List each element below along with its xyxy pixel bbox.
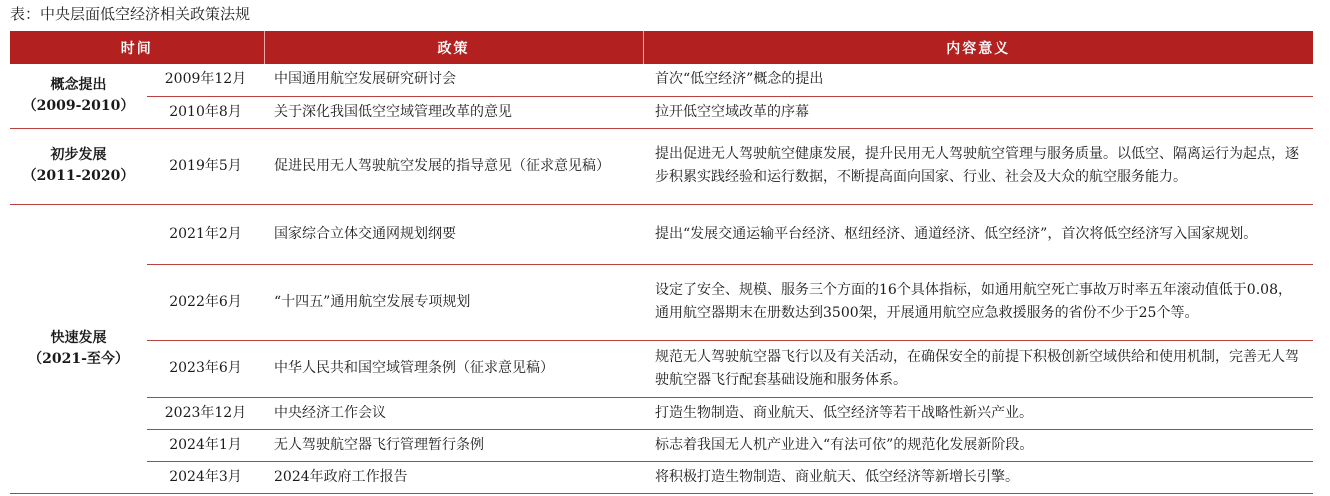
- table-row: [10, 397, 1313, 429]
- policy-cell: “十四五”通用航空发展专项规划: [264, 264, 643, 340]
- time-cell: 2023年12月: [147, 397, 264, 429]
- time-cell: 2009年12月: [147, 64, 264, 96]
- header-policy: 政策: [264, 31, 643, 64]
- time-cell: 2021年2月: [147, 204, 264, 264]
- table-row: [10, 264, 1313, 340]
- meaning-cell: 标志着我国无人机产业进入“有法可依”的规范化发展新阶段。: [643, 429, 1313, 461]
- meaning-cell: 规范无人驾驶航空器飞行以及有关活动，在确保安全的前提下积极创新空域供给和使用机制，完善无人驾驶航空器飞行配套基础设施和服务体系。: [643, 340, 1313, 397]
- stage-cell: [10, 204, 147, 493]
- stage-cell: [10, 128, 147, 204]
- table-row: [10, 64, 1313, 96]
- stage-name: 概念提出: [50, 76, 107, 93]
- meaning-cell: 首次“低空经济”概念的提出: [643, 64, 1313, 96]
- stage-name: 初步发展: [50, 147, 107, 163]
- stage-cell: [10, 64, 147, 128]
- time-cell: 2023年6月: [147, 340, 264, 397]
- stage-period: （2011-2020）: [22, 168, 135, 184]
- time-cell: 2019年5月: [147, 128, 264, 204]
- policy-table: [10, 31, 1313, 494]
- policy-cell: 中央经济工作会议: [264, 397, 643, 429]
- table-row: [10, 128, 1313, 204]
- policy-cell: 中华人民共和国空域管理条例（征求意见稿）: [264, 340, 643, 397]
- time-cell: 2024年3月: [147, 461, 264, 493]
- policy-cell: 中国通用航空发展研究研讨会: [264, 64, 643, 96]
- meaning-cell: 打造生物制造、商业航天、低空经济等若干战略性新兴产业。: [643, 397, 1313, 429]
- table-row: [10, 340, 1313, 397]
- header-time: 时间: [10, 31, 264, 64]
- header-row: [10, 31, 1313, 64]
- time-cell: 2024年1月: [147, 429, 264, 461]
- stage-period: （2021-至今）: [28, 350, 129, 367]
- policy-cell: 2024年政府工作报告: [264, 461, 643, 493]
- table-row: [10, 96, 1313, 128]
- stage-name: 快速发展: [50, 329, 107, 346]
- stage-period: （2009-2010）: [22, 97, 135, 114]
- table-caption: 表：中央层面低空经济相关政策法规: [10, 5, 251, 23]
- table-row: [10, 204, 1313, 264]
- time-cell: 2010年8月: [147, 96, 264, 128]
- header-meaning: 内容意义: [643, 31, 1313, 64]
- meaning-cell: 拉开低空空域改革的序幕: [643, 96, 1313, 128]
- meaning-cell: 将积极打造生物制造、商业航天、低空经济等新增长引擎。: [643, 461, 1313, 493]
- policy-cell: 无人驾驶航空器飞行管理暂行条例: [264, 429, 643, 461]
- table-row: [10, 461, 1313, 493]
- time-cell: 2022年6月: [147, 264, 264, 340]
- policy-cell: 促进民用无人驾驶航空发展的指导意见（征求意见稿）: [264, 128, 643, 204]
- policy-cell: 国家综合立体交通网规划纲要: [264, 204, 643, 264]
- table-row: [10, 429, 1313, 461]
- meaning-cell: 提出“发展交通运输平台经济、枢纽经济、通道经济、低空经济”，首次将低空经济写入国家规划。: [643, 204, 1313, 264]
- policy-cell: 关于深化我国低空空域管理改革的意见: [264, 96, 643, 128]
- meaning-cell: 提出促进无人驾驶航空健康发展，提升民用无人驾驶航空管理与服务质量。以低空、隔离运行为起点，逐步积累实践经验和运行数据，不断提高面向国家、行业、社会及大众的航空服务能力。: [643, 128, 1313, 204]
- meaning-cell: 设定了安全、规模、服务三个方面的16个具体指标，如通用航空死亡事故万时率五年滚动值低于0.08，通用航空器期末在册数达到3500架，开展通用航空应急救援服务的省份不少于25个等。: [643, 264, 1313, 340]
